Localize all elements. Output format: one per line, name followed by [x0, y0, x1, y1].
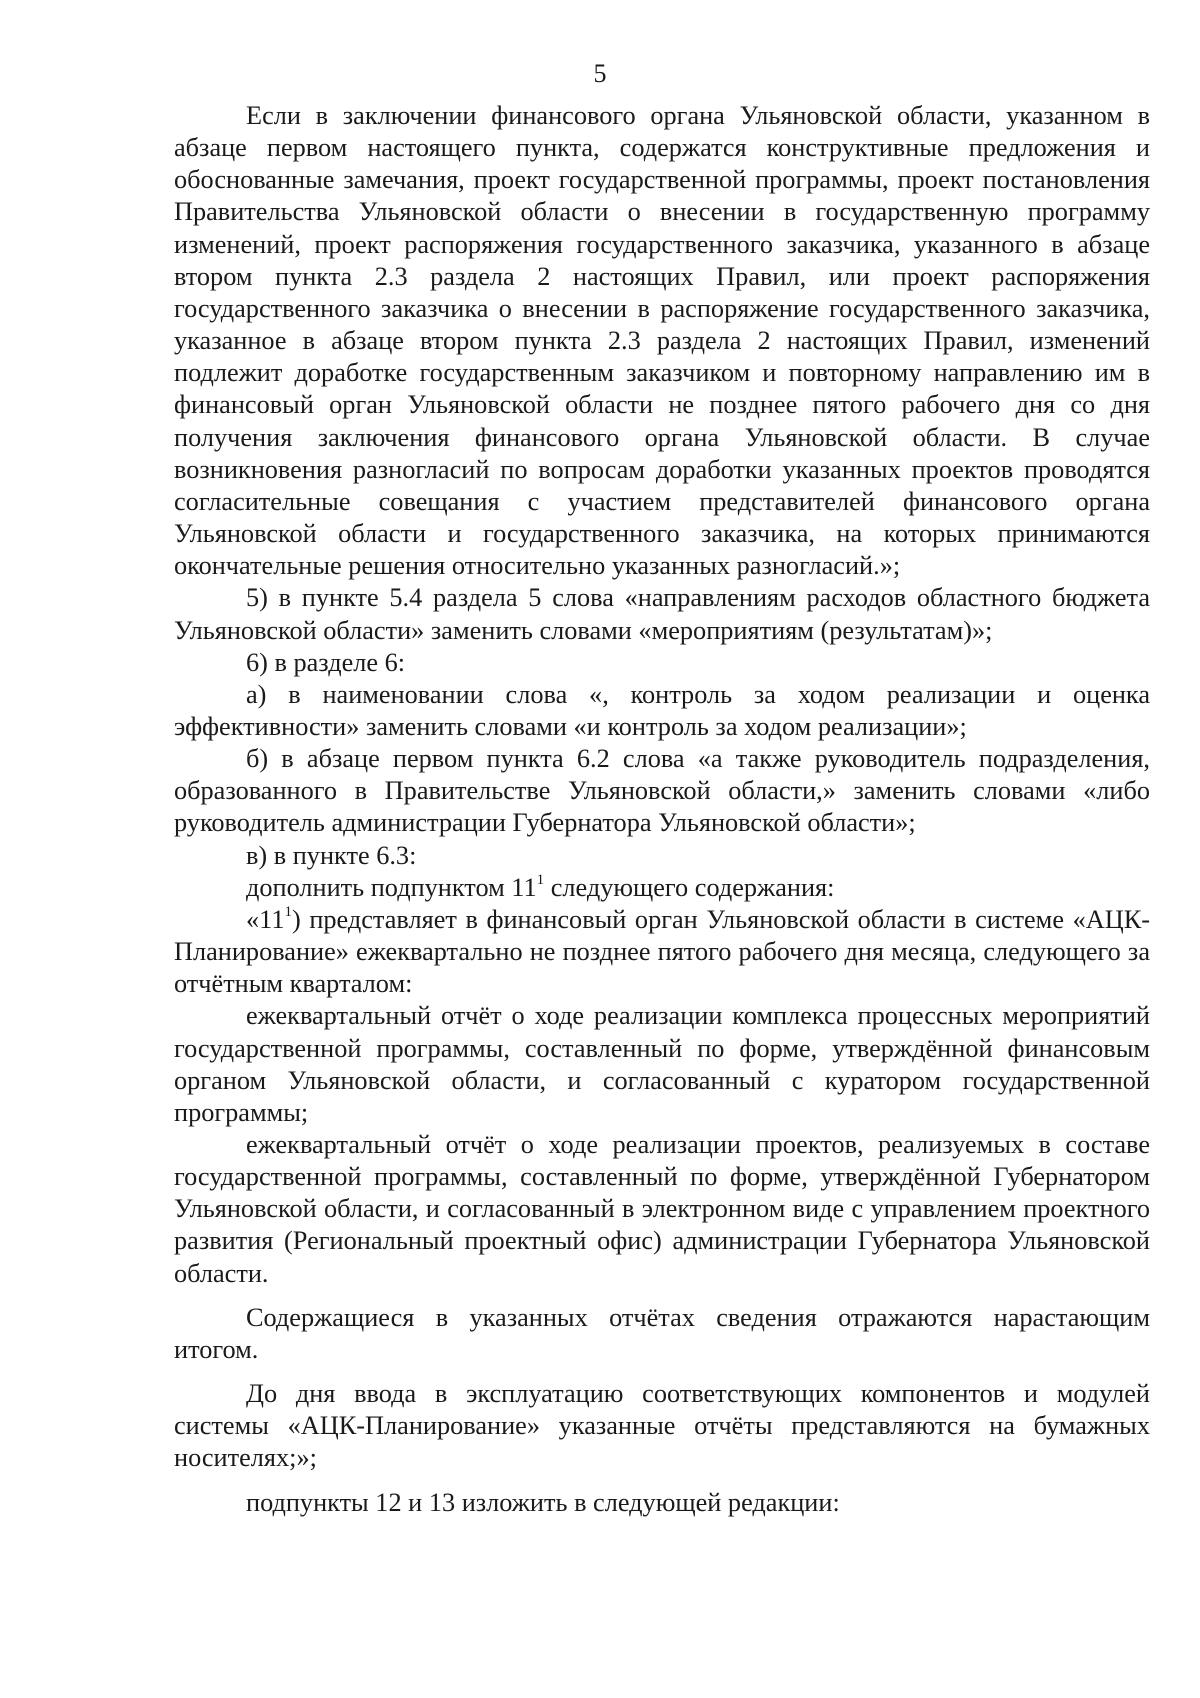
paragraph-paper-media: До дня ввода в эксплуатацию соответствующих компонентов и модулей системы «АЦК-Планирование» указанные отчёты представляются на бумажных носителях;»;	[174, 1379, 1150, 1473]
subpoint-number: «11	[246, 904, 285, 934]
paragraph-subpoints-12-13: подпункты 12 и 13 изложить в следующей редакции:	[246, 1487, 840, 1517]
paragraph-conclusion: Если в заключении финансового органа Ульяновской области, указанном в абзаце первом настоящего пункта, содержатся конструктивные предложения и обоснованные замечания, проект государственной программы, проект постановления Правительства Ульяновской области о внесении в государственную программу изменений, проект распоряжения государственного заказчика, указанного в абзаце втором пункта 2.3 раздела 2 настоящих Правил, или проект распоряжения государственного заказчика о внесении в распоряжение государственного заказчика, указанное в абзаце втором пункта 2.3 раздела 2 настоящих Правил, изменений подлежит доработке государственным заказчиком и повторному направлению им в финансовый орган Ульяновской области не позднее пятого рабочего дня со дня получения заключения финансового органа Ульяновской области. В случае возникновения разногласий по вопросам доработки указанных проектов проводятся согласительные совещания с участием представителей финансового органа Ульяновской области и государственного заказчика, на которых принимаются окончательные решения относительно указанных разногласий.»;	[174, 101, 1150, 581]
paragraph-report-projects: ежеквартальный отчёт о ходе реализации проектов, реализуемых в составе государственной программы, составленный по форме, утверждённой Губернатором Ульяновской области, и согласованный в электронном виде с управлением проектного развития (Региональный проектный офис) администрации Губернатора Ульяновской области.	[174, 1130, 1150, 1288]
page-number: 5	[593, 59, 607, 88]
superscript: 1	[284, 904, 292, 921]
paragraph-subpoint-11-1	[174, 904, 1150, 1000]
superscript: 1	[536, 871, 545, 888]
document-body	[174, 100, 1150, 1519]
paragraph-item-6: 6) в разделе 6:	[246, 647, 406, 677]
paragraph-report-processes: ежеквартальный отчёт о ходе реализации комплекса процессных мероприятий государственной программы, составленный по форме, утверждённой финансовым органом Ульяновской области, и согласованный с куратором государственной программы;	[174, 1001, 1150, 1127]
paragraph-item-6a: а) в наименовании слова «, контроль за ходом реализации и оценка эффективности» заменить словами «и контроль за ходом реализации»;	[174, 679, 1150, 741]
subpoint-text: ) представляет в финансовый орган Ульяновской области в системе «АЦК-Планирование» ежеквартально не позднее пятого рабочего дня месяца, следующего за отчётным кварталом:	[174, 904, 1150, 999]
add-subpoint-text: дополнить подпунктом 11	[246, 872, 537, 902]
paragraph-cumulative: Содержащиеся в указанных отчётах сведения отражаются нарастающим итогом.	[174, 1302, 1150, 1364]
paragraph-item-6b: б) в абзаце первом пункта 6.2 слова «а также руководитель подразделения, образованного в Правительстве Ульяновской области,» заменить словами «либо руководитель администрации Губернатора Ульяновской области»;	[174, 744, 1150, 838]
paragraph-item-5: 5) в пункте 5.4 раздела 5 слова «направлениям расходов областного бюджета Ульяновской области» заменить словами «мероприятиям (результатам)»;	[174, 583, 1150, 645]
add-subpoint-text-tail: следующего содержания:	[544, 872, 835, 902]
paragraph-item-6v: в) в пункте 6.3:	[246, 840, 417, 870]
paragraph-add-subpoint	[174, 872, 1150, 904]
